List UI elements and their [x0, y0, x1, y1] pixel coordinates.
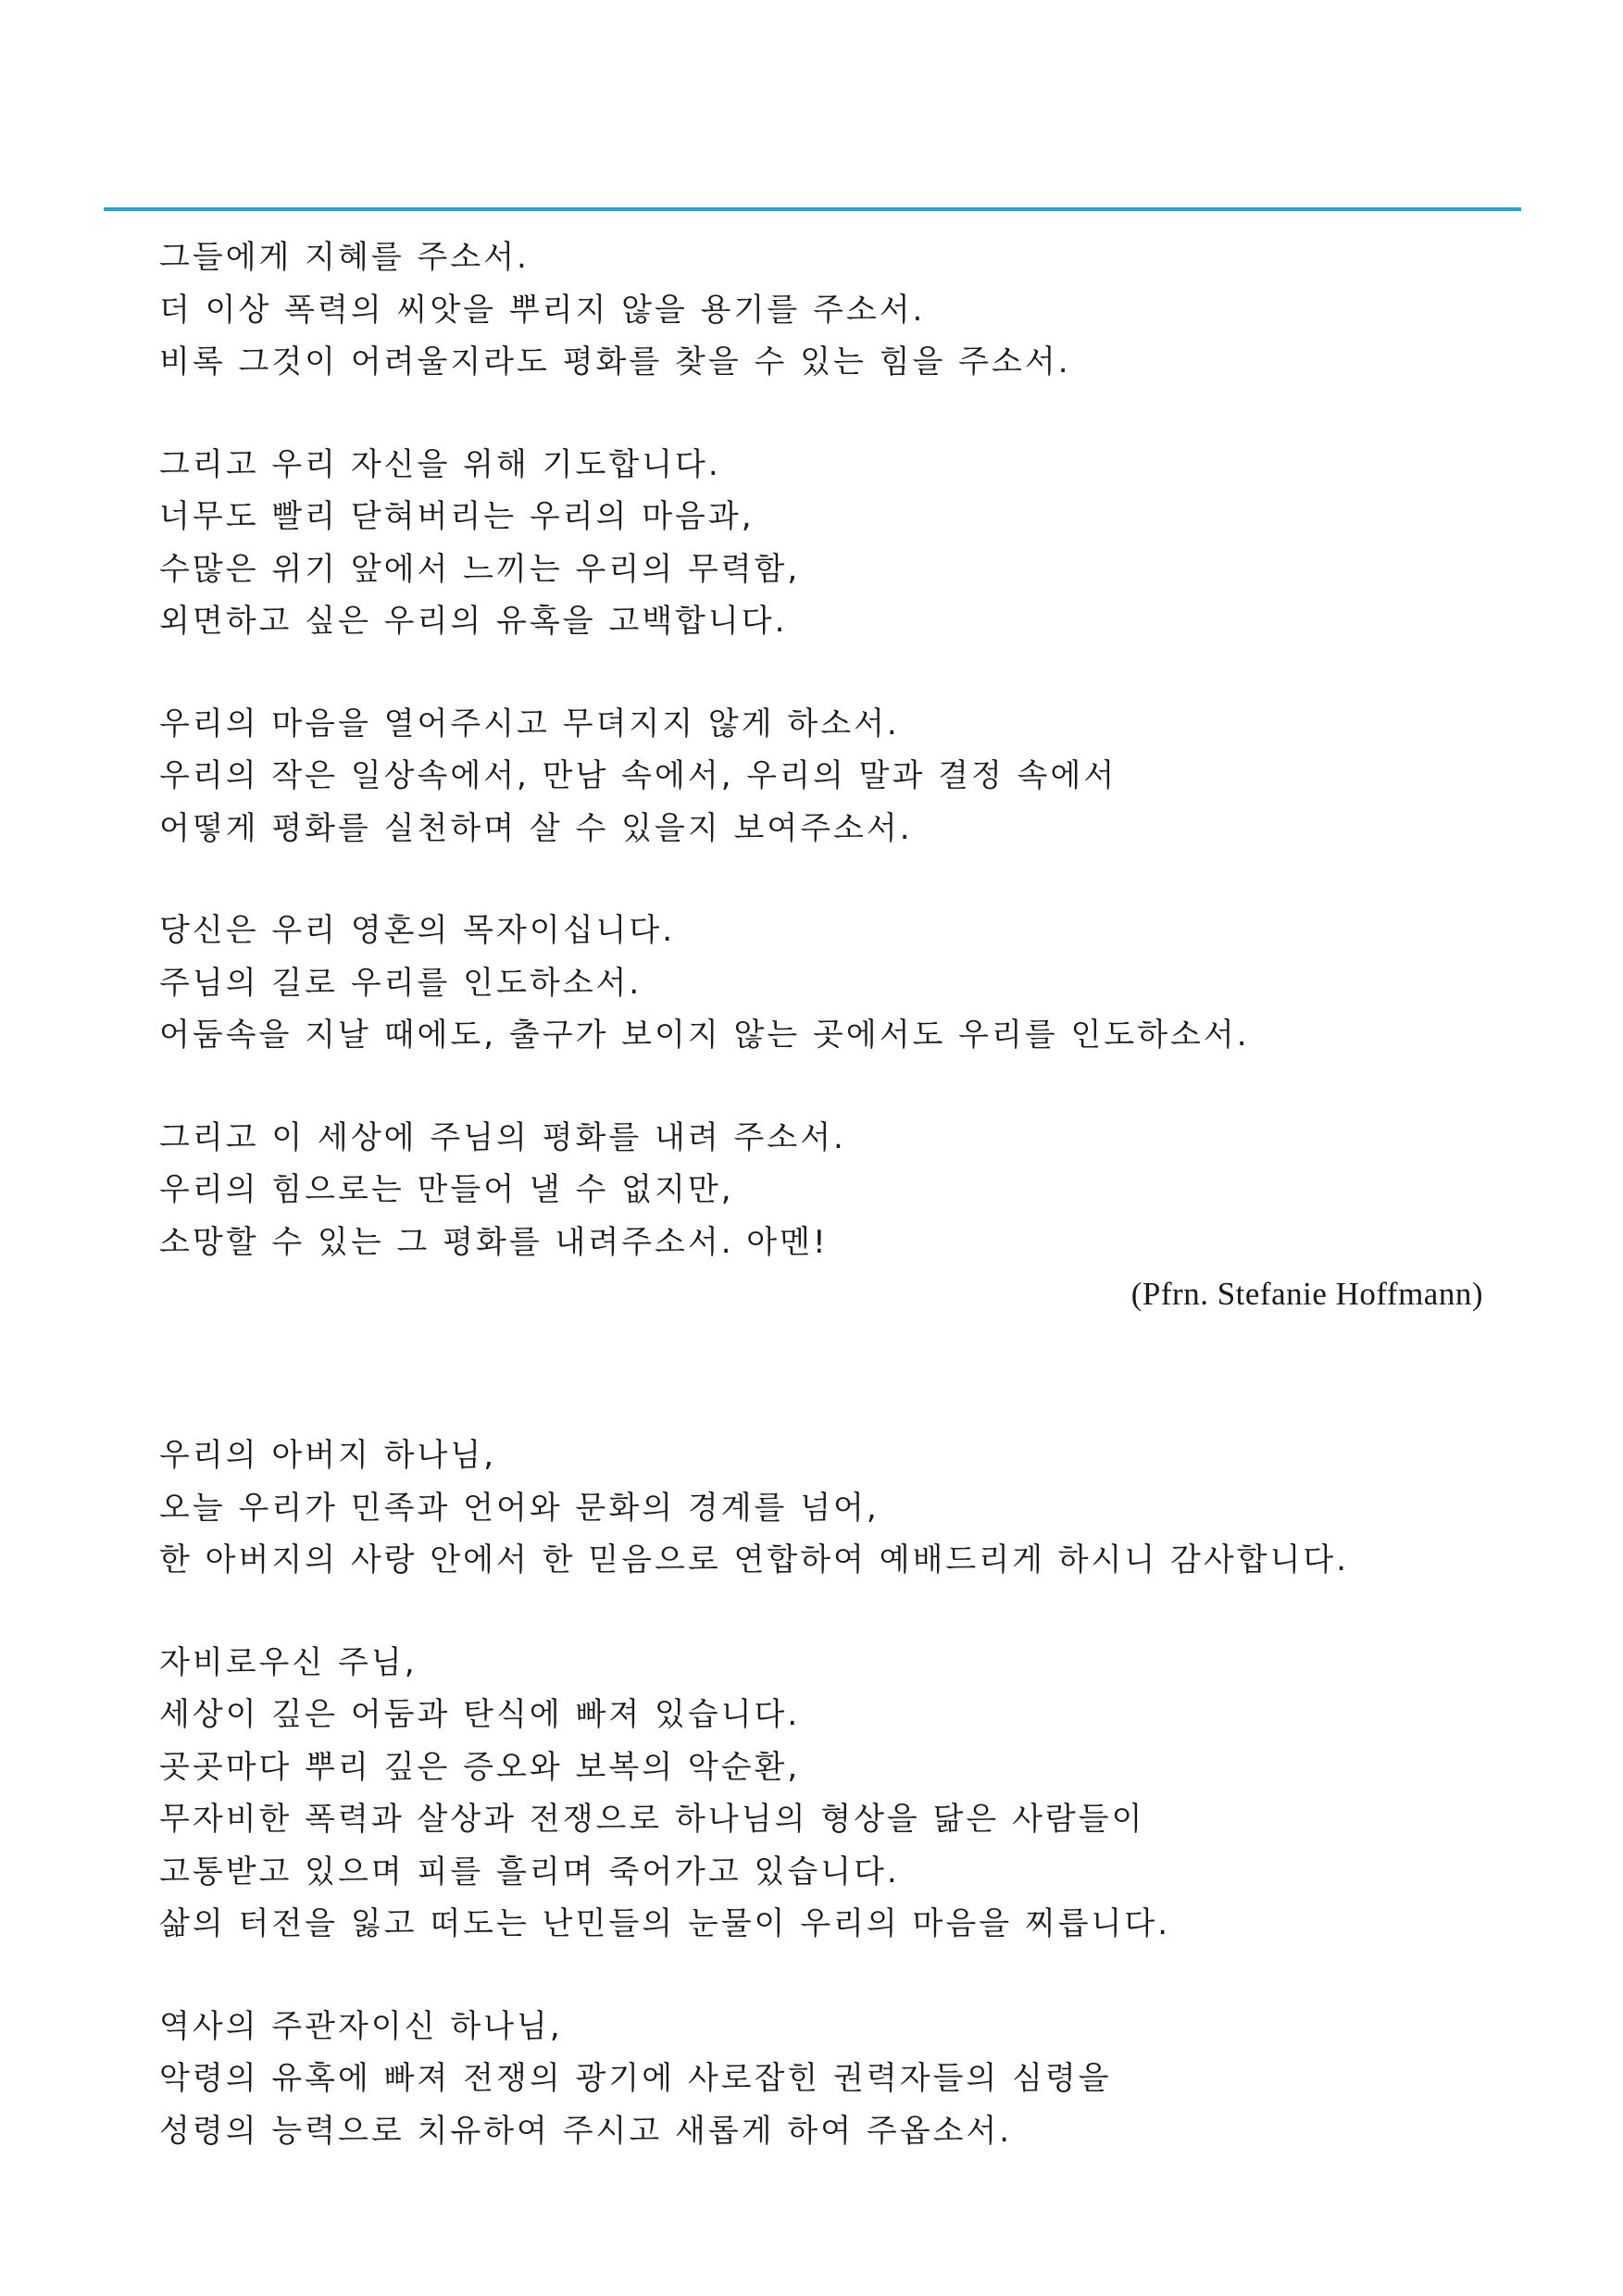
- text-line: 외면하고 싶은 우리의 유혹을 고백합니다.: [159, 603, 788, 640]
- text-line: 더 이상 폭력의 씨앗을 뿌리지 않을 용기를 주소서.: [159, 291, 926, 329]
- text-line: 역사의 주관자이신 하나님,: [159, 2007, 563, 2045]
- stanza: [159, 1637, 1492, 1951]
- text-line: 악령의 유혹에 빠져 전쟁의 광기에 사로잡힌 권력자들의 심령을: [159, 2060, 1112, 2097]
- text-line: 무자비한 폭력과 살상과 전쟁으로 하나님의 형상을 닮은 사람들이: [159, 1801, 1145, 1838]
- prayer-section-1: [159, 231, 1492, 1320]
- text-line: 어떻게 평화를 실천하며 살 수 있을지 보여주소서.: [159, 809, 913, 847]
- text-line: 그리고 우리 자신을 위해 기도합니다.: [159, 445, 721, 483]
- text-line: 우리의 작은 일상속에서, 만남 속에서, 우리의 말과 결정 속에서: [159, 757, 1117, 794]
- text-line: 곳곳마다 뿌리 깊은 증오와 보복의 악순환,: [159, 1748, 801, 1786]
- text-line: 비록 그것이 어려울지라도 평화를 찾을 수 있는 힘을 주소서.: [159, 343, 1071, 381]
- text-line: 어둠속을 지날 때에도, 출구가 보이지 않는 곳에서도 우리를 인도하소서.: [159, 1017, 1250, 1054]
- text-line: 우리의 마음을 열어주시고 무뎌지지 않게 하소서.: [159, 705, 900, 742]
- text-line: 주님의 길로 우리를 인도하소서.: [159, 964, 643, 1002]
- text-line: 삶의 터전을 잃고 떠도는 난민들의 눈물이 우리의 마음을 찌릅니다.: [159, 1905, 1171, 1942]
- stanza: [159, 2001, 1492, 2158]
- text-line: 그리고 이 세상에 주님의 평화를 내려 주소서.: [159, 1118, 846, 1156]
- stanza: [159, 231, 1492, 389]
- header-rule: [104, 207, 1521, 211]
- text-line: 오늘 우리가 민족과 언어와 문화의 경계를 넘어,: [159, 1489, 880, 1527]
- prayer-document: [159, 231, 1492, 2207]
- text-line: 그들에게 지혜를 주소서.: [159, 239, 530, 276]
- text-line: 성령의 능력으로 치유하여 주시고 새롭게 하여 주옵소서.: [159, 2112, 1013, 2150]
- text-line: 자비로우신 주님,: [159, 1643, 418, 1681]
- text-line: 수많은 위기 앞에서 느끼는 우리의 무력함,: [159, 550, 801, 588]
- text-line: 세상이 깊은 어둠과 탄식에 빠져 있습니다.: [159, 1696, 801, 1733]
- stanza: [159, 1112, 1492, 1269]
- text-line: 한 아버지의 사랑 안에서 한 믿음으로 연합하여 예배드리게 하시니 감사합니다.: [159, 1541, 1350, 1578]
- stanza: [159, 698, 1492, 855]
- text-line: 고통받고 있으며 피를 흘리며 죽어가고 있습니다.: [159, 1853, 900, 1890]
- text-line: 너무도 빨리 닫혀버리는 우리의 마음과,: [159, 498, 755, 535]
- text-line: 소망할 수 있는 그 평화를 내려주소서. 아멘!: [159, 1223, 829, 1261]
- author-attribution: (Pfrn. Stefanie Hoffmann): [1130, 1276, 1483, 1312]
- stanza: [159, 1429, 1492, 1587]
- text-line: 우리의 아버지 하나님,: [159, 1437, 497, 1474]
- section-spacer: [159, 1320, 1492, 1429]
- stanza: [159, 905, 1492, 1062]
- stanza: [159, 439, 1492, 648]
- text-line: 당신은 우리 영혼의 목자이십니다.: [159, 912, 676, 949]
- text-line: 우리의 힘으로는 만들어 낼 수 없지만,: [159, 1171, 734, 1208]
- prayer-section-2: [159, 1429, 1492, 2157]
